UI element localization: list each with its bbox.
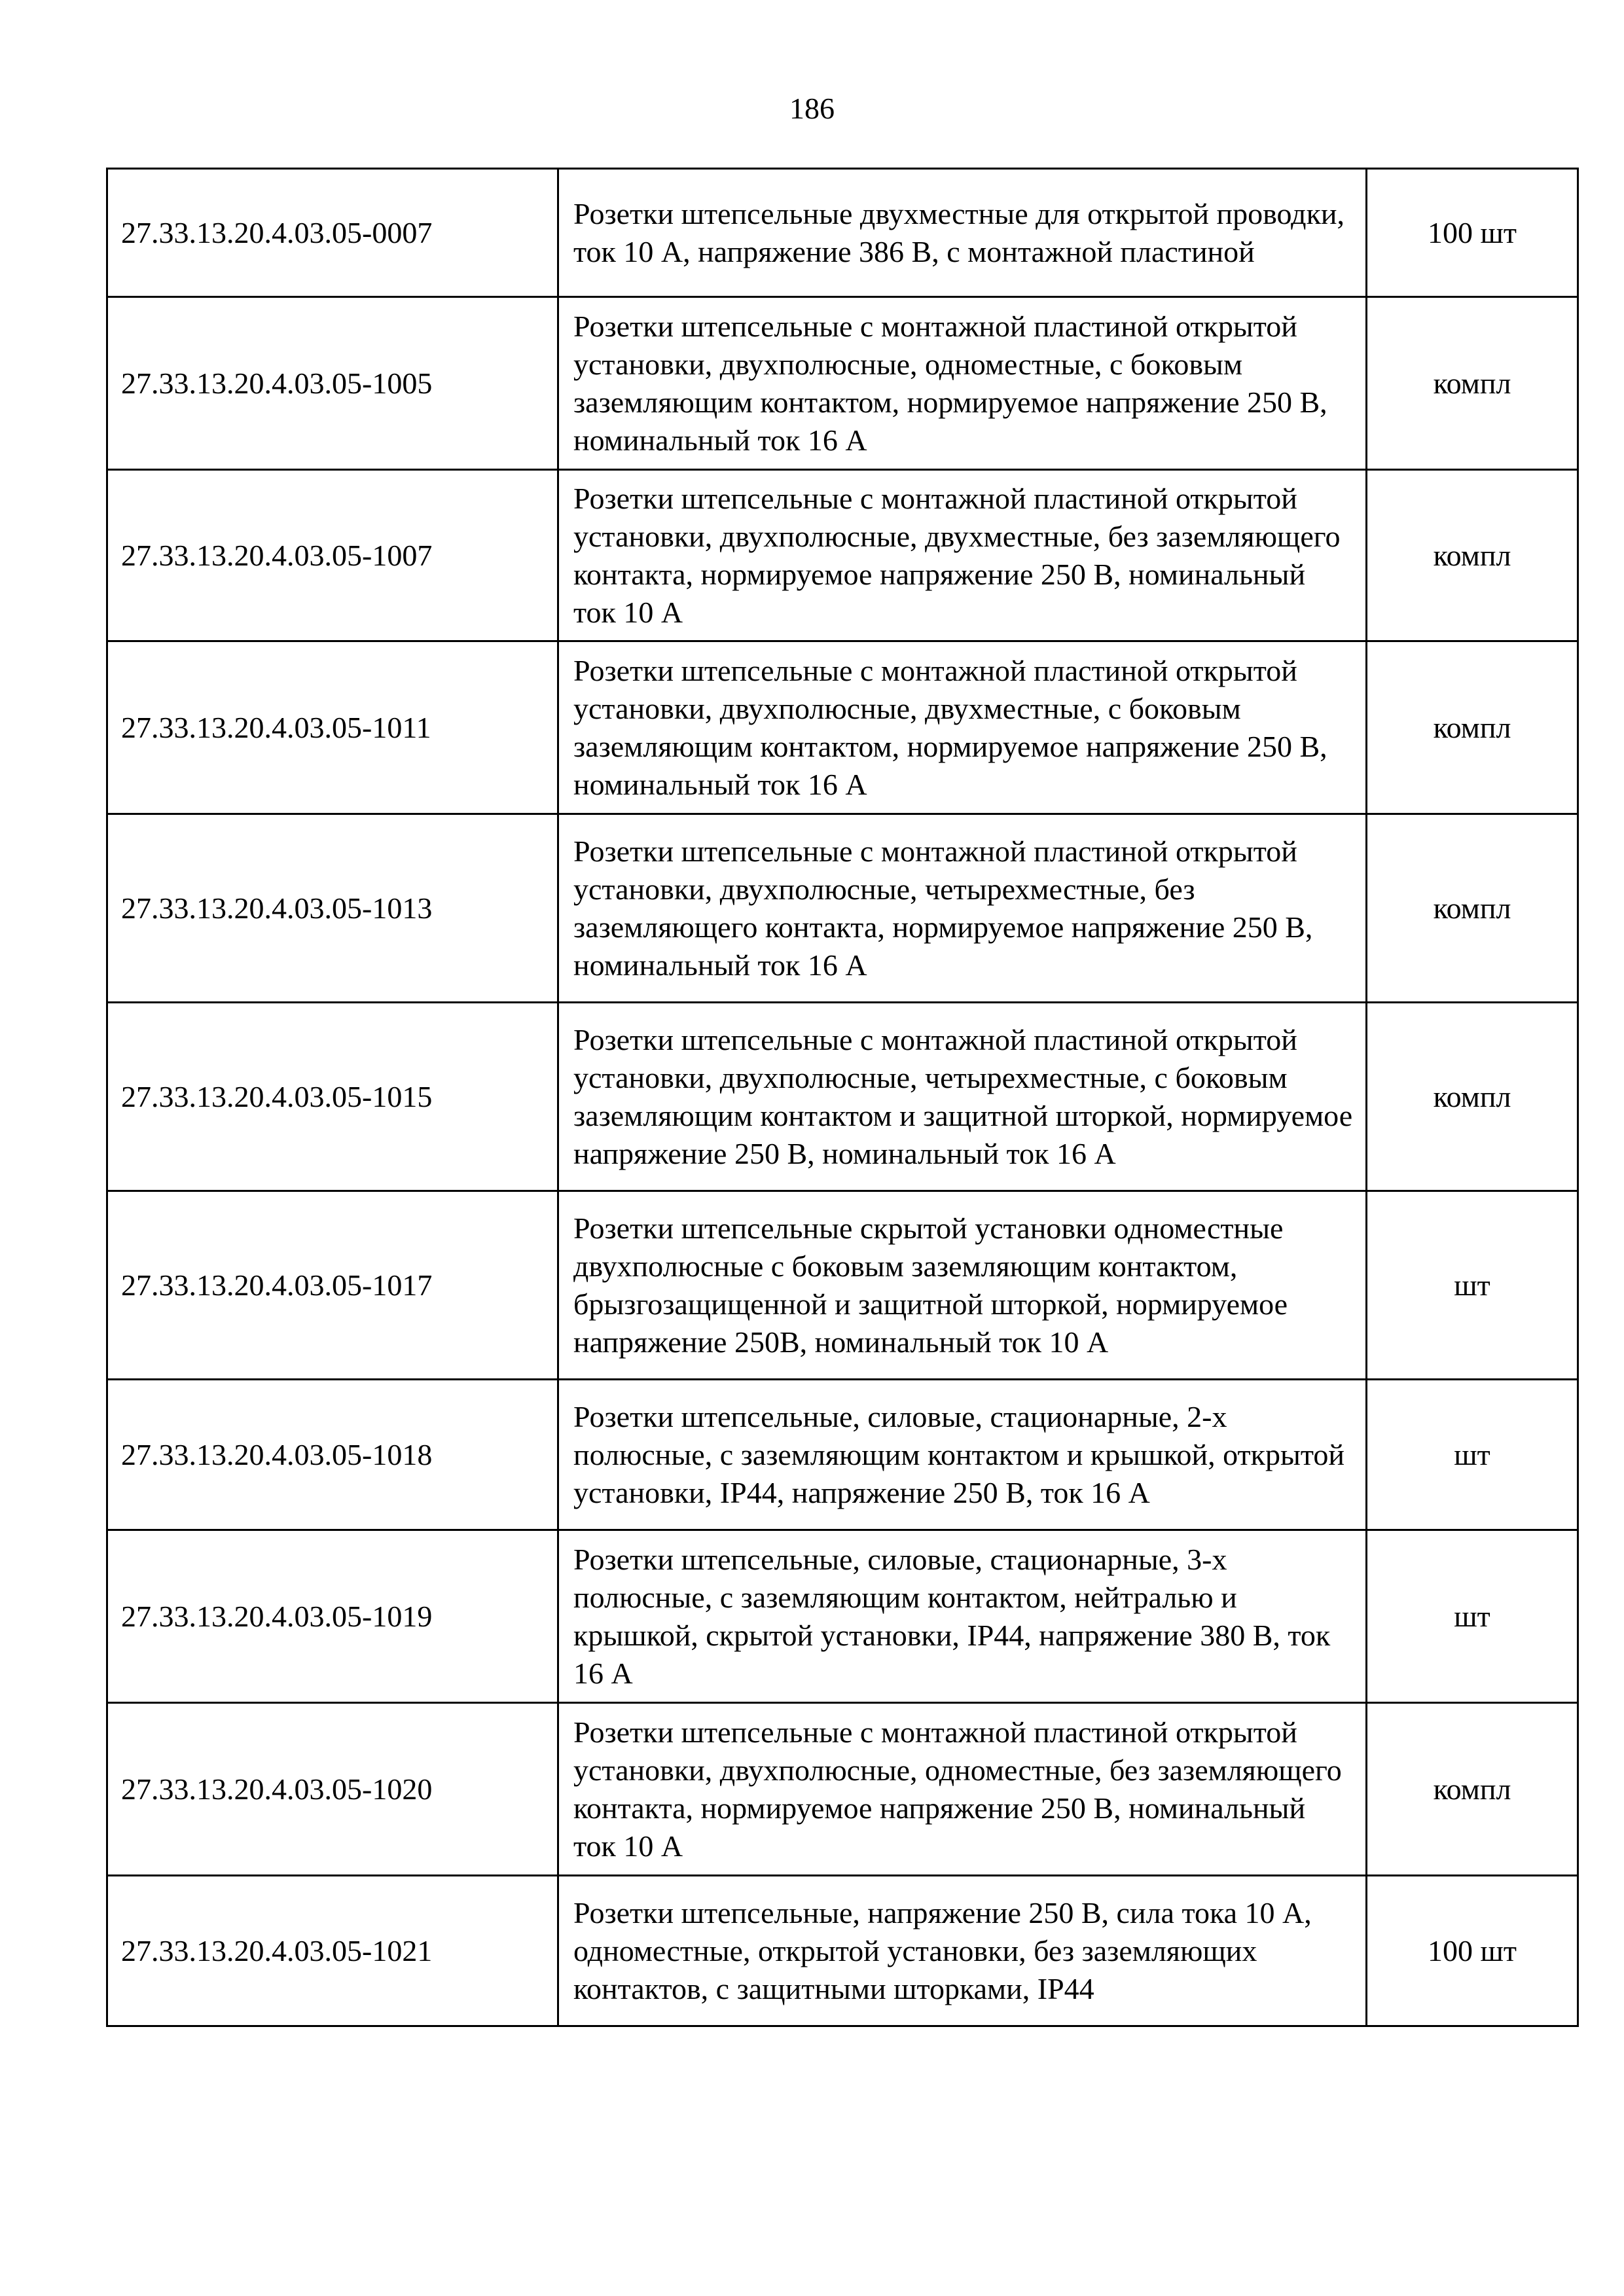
row-description: Розетки штепсельные с монтажной пластиной открытой установки, двухполюсные, одноместные, без заземляющего контакта, нормируемое напряжение 250 В, номинальный ток 10 А <box>558 1703 1367 1876</box>
row-unit: 100 шт <box>1367 1876 1578 2026</box>
table-row <box>107 641 1578 814</box>
table-row <box>107 470 1578 641</box>
materials-table <box>106 168 1579 2027</box>
row-unit: компл <box>1367 1703 1578 1876</box>
row-unit: шт <box>1367 1191 1578 1380</box>
row-code: 27.33.13.20.4.03.05-1007 <box>107 470 558 641</box>
row-code: 27.33.13.20.4.03.05-1018 <box>107 1380 558 1530</box>
row-description: Розетки штепсельные скрытой установки одноместные двухполюсные с боковым заземляющим контактом, брызгозащищенной и защитной шторкой, нормируемое напряжение 250В, номинальный ток 10 А <box>558 1191 1367 1380</box>
row-unit: компл <box>1367 814 1578 1003</box>
row-unit: шт <box>1367 1380 1578 1530</box>
row-description: Розетки штепсельные двухместные для открытой проводки, ток 10 А, напряжение 386 В, с монтажной пластиной <box>558 169 1367 297</box>
table-row <box>107 1876 1578 2026</box>
table-row <box>107 1191 1578 1380</box>
row-unit: компл <box>1367 641 1578 814</box>
row-code: 27.33.13.20.4.03.05-1005 <box>107 297 558 470</box>
row-description: Розетки штепсельные с монтажной пластиной открытой установки, двухполюсные, двухместные, с боковым заземляющим контактом, нормируемое напряжение 250 В, номинальный ток 16 А <box>558 641 1367 814</box>
row-description: Розетки штепсельные с монтажной пластиной открытой установки, двухполюсные, одноместные, с боковым заземляющим контактом, нормируемое напряжение 250 В, номинальный ток 16 А <box>558 297 1367 470</box>
row-description: Розетки штепсельные с монтажной пластиной открытой установки, двухполюсные, двухместные, без заземляющего контакта, нормируемое напряжение 250 В, номинальный ток 10 А <box>558 470 1367 641</box>
row-description: Розетки штепсельные, напряжение 250 В, сила тока 10 А, одноместные, открытой установки, без заземляющих контактов, с защитными шторками, IP44 <box>558 1876 1367 2026</box>
row-code: 27.33.13.20.4.03.05-1020 <box>107 1703 558 1876</box>
row-unit: 100 шт <box>1367 169 1578 297</box>
table-row <box>107 1380 1578 1530</box>
row-description: Розетки штепсельные с монтажной пластиной открытой установки, двухполюсные, четырехместные, без заземляющего контакта, нормируемое напряжение 250 В, номинальный ток 16 А <box>558 814 1367 1003</box>
table-row <box>107 1530 1578 1703</box>
table-row <box>107 1703 1578 1876</box>
row-unit: шт <box>1367 1530 1578 1703</box>
table-row <box>107 814 1578 1003</box>
row-unit: компл <box>1367 297 1578 470</box>
row-code: 27.33.13.20.4.03.05-0007 <box>107 169 558 297</box>
row-code: 27.33.13.20.4.03.05-1015 <box>107 1003 558 1191</box>
row-unit: компл <box>1367 1003 1578 1191</box>
row-code: 27.33.13.20.4.03.05-1019 <box>107 1530 558 1703</box>
table-row <box>107 169 1578 297</box>
row-code: 27.33.13.20.4.03.05-1011 <box>107 641 558 814</box>
row-unit: компл <box>1367 470 1578 641</box>
row-code: 27.33.13.20.4.03.05-1017 <box>107 1191 558 1380</box>
row-description: Розетки штепсельные, силовые, стационарные, 2-х полюсные, с заземляющим контактом и крышкой, открытой установки, IP44, напряжение 250 В, ток 16 А <box>558 1380 1367 1530</box>
row-code: 27.33.13.20.4.03.05-1013 <box>107 814 558 1003</box>
table-row <box>107 297 1578 470</box>
page-number: 186 <box>789 92 835 125</box>
row-description: Розетки штепсельные, силовые, стационарные, 3-х полюсные, с заземляющим контактом, нейтралью и крышкой, скрытой установки, IP44, напряжение 380 В, ток 16 А <box>558 1530 1367 1703</box>
row-code: 27.33.13.20.4.03.05-1021 <box>107 1876 558 2026</box>
table-row <box>107 1003 1578 1191</box>
row-description: Розетки штепсельные с монтажной пластиной открытой установки, двухполюсные, четырехместные, с боковым заземляющим контактом и защитной шторкой, нормируемое напряжение 250 В, номинальный ток 16 А <box>558 1003 1367 1191</box>
